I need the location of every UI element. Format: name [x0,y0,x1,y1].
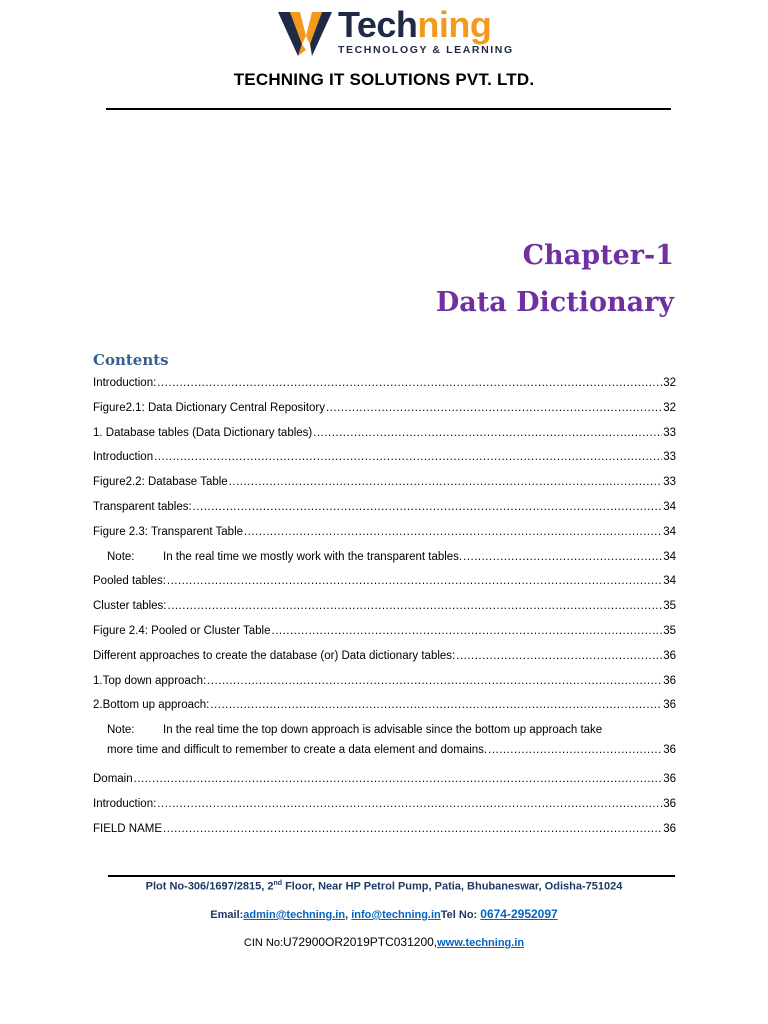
footer-cin: CIN No:U72900OR2019PTC031200,www.techning.in [243,935,525,949]
toc-entry[interactable]: Domain ..... 36 [93,769,676,794]
toc-entry[interactable]: 1.Top down approach: ..... 36 [93,671,676,696]
toc-entry[interactable]: Figure 2.3: Transparent Table ..... 34 [93,522,676,547]
chapter-title: Chapter-1 [522,240,674,271]
contents-heading: Contents [93,351,169,369]
toc-entry-note[interactable]: Note: In the real time we mostly work with the transparent tables. ..... 34 [93,547,676,572]
toc-entry[interactable]: 2.Bottom up approach: ..... 36 [93,695,676,720]
logo-wordmark: Techning [338,4,492,45]
toc-entry[interactable]: Figure2.1: Data Dictionary Central Repository ..... 32 [93,398,676,423]
toc-entry-note[interactable]: Note: In the real time the top down approach is advisable since the bottom up approach take more time and difficult to remember to create a data element and domains. ..... 36 [93,720,676,769]
toc-entry[interactable]: Figure2.2: Database Table ..... 33 [93,472,676,497]
header-divider [106,108,671,110]
logo-tagline: TECHNOLOGY & LEARNING [338,44,514,56]
email-info-link[interactable]: info@techning.in [351,909,441,921]
phone-link[interactable]: 0674-2952097 [480,907,558,921]
email-admin-link[interactable]: admin@techning.in [243,909,346,921]
techning-logo [276,4,514,58]
website-link[interactable]: www.techning.in [437,937,525,949]
toc-entry[interactable]: 1. Database tables (Data Dictionary tables) ..... 33 [93,423,676,448]
toc-entry[interactable]: Figure 2.4: Pooled or Cluster Table ..... 35 [93,621,676,646]
toc-entry[interactable]: Introduction: ..... 32 [93,373,676,398]
footer-contact: Email:admin@techning.in, info@techning.inTel No: 0674-2952097 [210,907,558,921]
footer-divider [108,875,675,877]
toc-entry[interactable]: Different approaches to create the database (or) Data dictionary tables: ..... 36 [93,646,676,671]
table-of-contents [93,373,676,844]
toc-entry[interactable]: FIELD NAME ..... 36 [93,819,676,844]
toc-entry[interactable]: Cluster tables: ..... 35 [93,596,676,621]
techning-logo-mark-icon [276,10,334,58]
toc-entry[interactable]: Introduction: ..... 36 [93,794,676,819]
chapter-subject: Data Dictionary [435,287,674,318]
toc-entry[interactable]: Introduction ..... 33 [93,447,676,472]
company-name: TECHNING IT SOLUTIONS PVT. LTD. [233,70,535,89]
footer-address: Plot No-306/1697/2815, 2nd Floor, Near HP Petrol Pump, Patia, Bhubaneswar, Odisha-751024 [145,880,623,893]
toc-entry[interactable]: Transparent tables: ..... 34 [93,497,676,522]
toc-entry[interactable]: Pooled tables: ..... 34 [93,571,676,596]
